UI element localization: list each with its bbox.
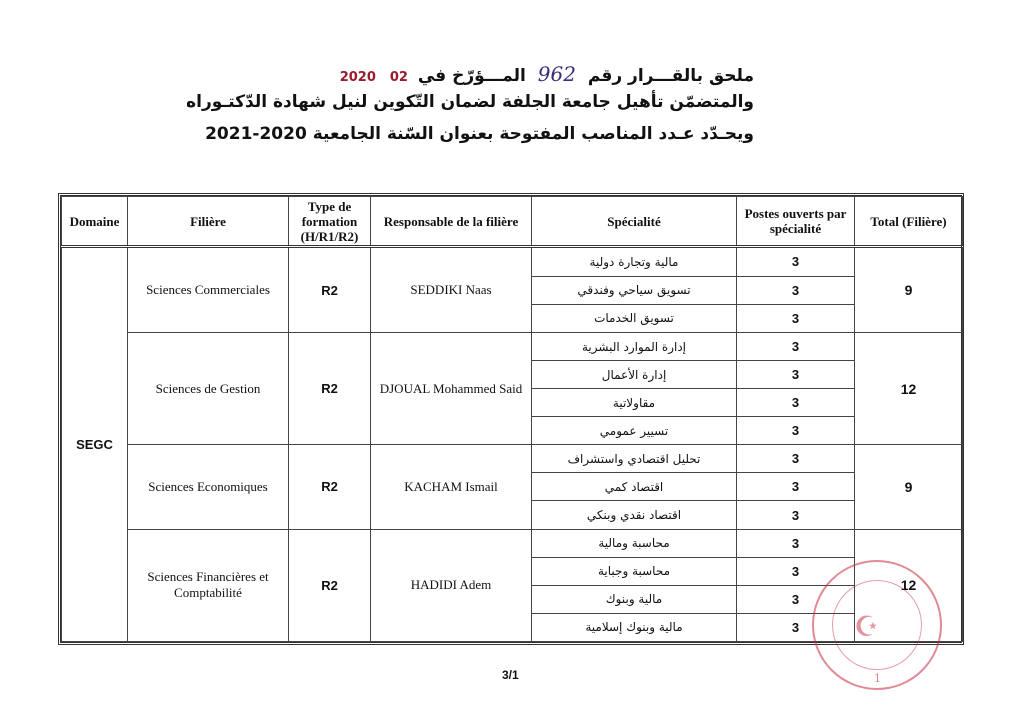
table-header-row <box>62 197 963 247</box>
postes-cell: 3 <box>737 247 855 277</box>
header-line1-prefix: ملحق بالقـــرار رقم <box>587 66 754 86</box>
total-cell: 12 <box>855 529 963 641</box>
date-year: 2020 <box>339 70 376 85</box>
filiere-cell: Sciences Financières et Comptabilité <box>128 529 289 641</box>
specialite-cell: تسويق سياحي وفندقي <box>532 276 737 304</box>
table-row <box>62 445 963 473</box>
specialite-cell: اقتصاد نقدي وبنكي <box>532 501 737 529</box>
specialite-cell: اقتصاد كمي <box>532 473 737 501</box>
specialite-cell: محاسبة وجباية <box>532 557 737 585</box>
specialite-cell: إدارة الأعمال <box>532 361 737 389</box>
postes-cell: 3 <box>737 557 855 585</box>
total-cell: 9 <box>855 247 963 333</box>
specialite-cell: تحليل اقتصادي واستشراف <box>532 445 737 473</box>
specialite-cell: محاسبة ومالية <box>532 529 737 557</box>
specialite-cell: مقاولاتية <box>532 389 737 417</box>
filiere-cell: Sciences Economiques <box>128 445 289 529</box>
positions-table <box>58 193 964 645</box>
table-row <box>62 333 963 361</box>
postes-cell: 3 <box>737 333 855 361</box>
postes-cell: 3 <box>737 613 855 641</box>
postes-cell: 3 <box>737 529 855 557</box>
type-cell: R2 <box>289 445 371 529</box>
specialite-cell: تسيير عمومي <box>532 417 737 445</box>
type-cell: R2 <box>289 247 371 333</box>
responsable-cell: SEDDIKI Naas <box>371 247 532 333</box>
postes-cell: 3 <box>737 417 855 445</box>
postes-cell: 3 <box>737 473 855 501</box>
header-filiere: Filière <box>128 197 289 247</box>
specialite-cell: تسويق الخدمات <box>532 304 737 332</box>
decision-number: 962 <box>537 62 576 86</box>
total-cell: 12 <box>855 333 963 445</box>
header-line-1 <box>336 62 754 86</box>
postes-cell: 3 <box>737 304 855 332</box>
specialite-cell: مالية وبنوك <box>532 585 737 613</box>
header-postes: Postes ouverts par spécialité <box>737 197 855 247</box>
filiere-cell: Sciences de Gestion <box>128 333 289 445</box>
crescent-star-icon: ☪ <box>854 610 880 643</box>
filiere-cell: Sciences Commerciales <box>128 247 289 333</box>
postes-cell: 3 <box>737 445 855 473</box>
domaine-cell: SEGC <box>62 247 128 642</box>
specialite-cell: مالية وبنوك إسلامية <box>532 613 737 641</box>
specialite-cell: مالية وتجارة دولية <box>532 247 737 277</box>
header-line-3: ويحـدّد عـدد المناصب المفتوحة بعنوان السّنة الجامعية 2020-2021 <box>205 124 754 144</box>
table-row <box>62 247 963 277</box>
responsable-cell: KACHAM Ismail <box>371 445 532 529</box>
page-number: 3/1 <box>502 668 519 682</box>
header-total: Total (Filière) <box>855 197 963 247</box>
type-cell: R2 <box>289 333 371 445</box>
header-type: Type de formation (H/R1/R2) <box>289 197 371 247</box>
postes-cell: 3 <box>737 389 855 417</box>
type-cell: R2 <box>289 529 371 641</box>
header-domaine: Domaine <box>62 197 128 247</box>
total-cell: 9 <box>855 445 963 529</box>
header-line-2: والمتضمّن تأهيل جامعة الجلفة لضمان التّكوين لنيل شهادة الدّكتـوراه <box>186 92 754 112</box>
header-specialite: Spécialité <box>532 197 737 247</box>
responsable-cell: DJOUAL Mohammed Said <box>371 333 532 445</box>
specialite-cell: إدارة الموارد البشرية <box>532 333 737 361</box>
date-day: 02 <box>389 70 408 85</box>
table-row <box>62 529 963 557</box>
postes-cell: 3 <box>737 501 855 529</box>
postes-cell: 3 <box>737 585 855 613</box>
header-line1-mid: المـــؤرّخ في <box>417 66 526 86</box>
stamp-digit: 1 <box>874 672 881 685</box>
responsable-cell: HADIDI Adem <box>371 529 532 641</box>
postes-cell: 3 <box>737 361 855 389</box>
postes-cell: 3 <box>737 276 855 304</box>
header-responsable: Responsable de la filière <box>371 197 532 247</box>
